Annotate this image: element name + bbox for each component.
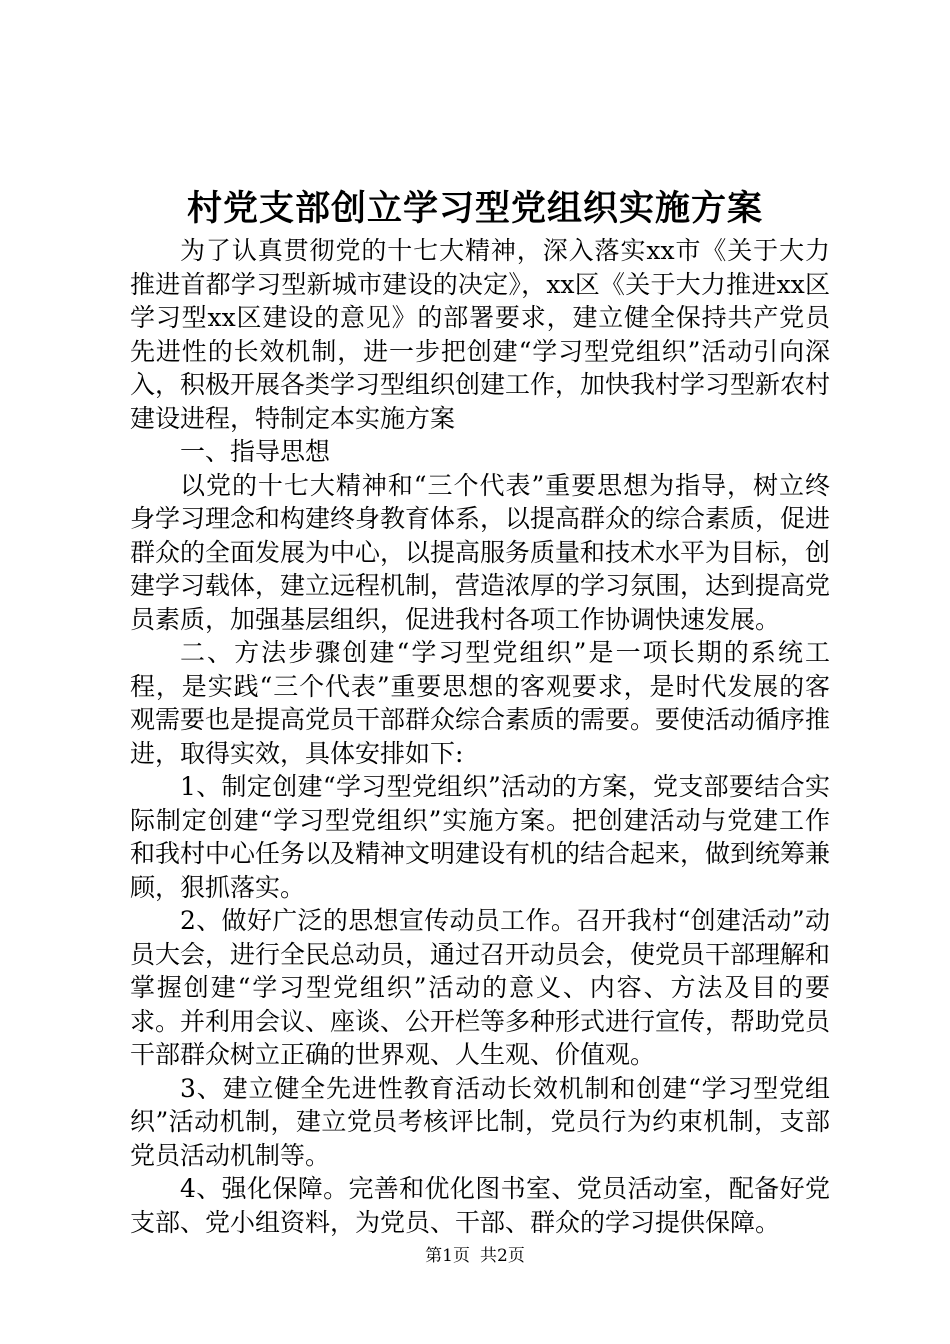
section-heading-guiding-ideology: 一、指导思想 [180,437,331,466]
guiding-ideology-paragraph: 以党的十七大精神和“三个代表”重要思想为指导，树立终身学习理念和构建终身教育体系，以提高群众的综合素质，促进群众的全面发展为中心，以提高服务质量和技术水平为目标，创建学习载体，建立远程机制，营造浓厚的学习氛围，达到提高党员素质，加强基层组织，促进我村各项工作协调快速发展。 [130,470,831,634]
intro-paragraph: 为了认真贯彻党的十七大精神，深入落实xx市《关于大力推进首都学习型新城市建设的决定》，xx区《关于大力推进xx区学习型xx区建设的意见》的部署要求，建立健全保持共产党员先进性的长效机制，进一步把创建“学习型党组织”活动引向深入，积极开展各类学习型组织创建工作，加快我村学习型新农村建设进程，特制定本实施方案 [130,236,831,433]
document-title: 村党支部创立学习型党组织实施方案 [186,189,763,229]
step-4-paragraph: 4、强化保障。完善和优化图书室、党员活动室，配备好党支部、党小组资料，为党员、干部、群众的学习提供保障。 [130,1174,830,1237]
step-1-paragraph: 1、制定创建“学习型党组织”活动的方案，党支部要结合实际制定创建“学习型党组织”实施方案。把创建活动与党建工作和我村中心任务以及精神文明建设有机的结合起来，做到统筹兼顾，狠抓落实。 [130,772,831,902]
page-number-total: 共2页 [480,1246,525,1266]
methods-steps-paragraph: 二、方法步骤创建“学习型党组织”是一项长期的系统工程，是实践“三个代表”重要思想的客观要求，是时代发展的客观需要也是提高党员干部群众综合素质的需要。要使活动循序推进，取得实效，具体安排如下: [130,638,831,768]
page-number-current: 第1页 [425,1246,470,1266]
step-2-paragraph: 2、做好广泛的思想宣传动员工作。召开我村“创建活动”动员大会，进行全民总动员，通过召开动员会，使党员干部理解和掌握创建“学习型党组织”活动的意义、内容、方法及目的要求。并利用会议、座谈、公开栏等多种形式进行宣传，帮助党员干部群众树立正确的世界观、人生观、价值观。 [130,906,831,1069]
page-footer [0,1244,950,1268]
step-3-paragraph: 3、建立健全先进性教育活动长效机制和创建“学习型党组织”活动机制，建立党员考核评比制，党员行为约束机制，支部党员活动机制等。 [130,1073,830,1170]
document-body [130,234,830,1239]
